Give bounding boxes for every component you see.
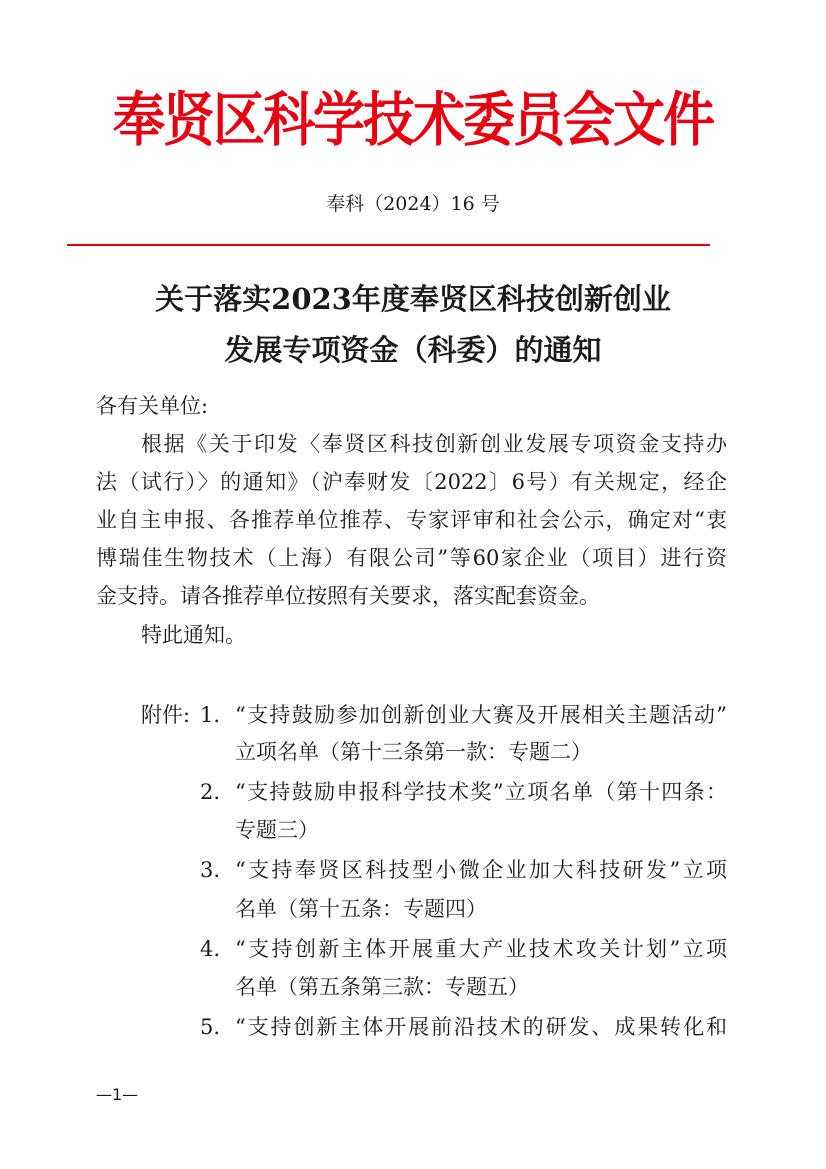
attachment-line: “支持创新主体开展重大产业技术攻关计划”立项 (235, 937, 727, 961)
attachment-number: 5. (200, 1015, 221, 1039)
attachment-line: 名单（第十五条：专题四） (235, 897, 487, 921)
attachment-line: 名单（第五条第三款：专题五） (235, 975, 529, 999)
paragraph-line: 法（试行）〉的通知》（沪奉财发〔2022〕6号）有关规定，经企 (96, 470, 727, 494)
attachment-number: 4. (200, 937, 221, 961)
document-header-title: 奉贤区科学技术委员会文件 (112, 86, 713, 155)
attachment-number: 3. (200, 858, 221, 882)
page-number: —1— (96, 1085, 139, 1104)
attachment-line: “支持鼓励参加创新创业大赛及开展相关主题活动” (235, 703, 727, 727)
attachment-line: 专题三） (235, 818, 319, 842)
paragraph-line: 博瑞佳生物技术（上海）有限公司”等60家企业（项目）进行资 (96, 546, 727, 570)
attachment-line: “支持奉贤区科技型小微企业加大科技研发”立项 (235, 858, 727, 882)
attachment-number: 2. (200, 780, 221, 804)
notice-title-line-1: 关于落实2023年度奉贤区科技创新创业 (155, 282, 671, 316)
attachment-line: 立项名单（第十三条第一款：专题二） (235, 740, 592, 764)
red-separator-line (67, 244, 710, 246)
salutation: 各有关单位: (96, 394, 209, 418)
paragraph-line: 根据《关于印发〈奉贤区科技创新创业发展专项资金支持办 (141, 432, 727, 456)
notice-title-line-2: 发展专项资金（科委）的通知 (224, 333, 602, 367)
attachments-label: 附件: (141, 703, 191, 727)
attachment-line: “支持创新主体开展前沿技术的研发、成果转化和 (235, 1015, 727, 1039)
paragraph-line: 金支持。请各推荐单位按照有关要求，落实配套资金。 (96, 584, 600, 608)
document-number: 奉科（2024）16 号 (326, 193, 500, 215)
attachment-number: 1. (200, 703, 221, 727)
paragraph-line: 业自主申报、各推荐单位推荐、专家评审和社会公示，确定对“衷 (96, 508, 727, 532)
attachment-line: “支持鼓励申报科学技术奖”立项名单（第十四条： (235, 780, 727, 804)
closing-text: 特此通知。 (141, 623, 246, 647)
